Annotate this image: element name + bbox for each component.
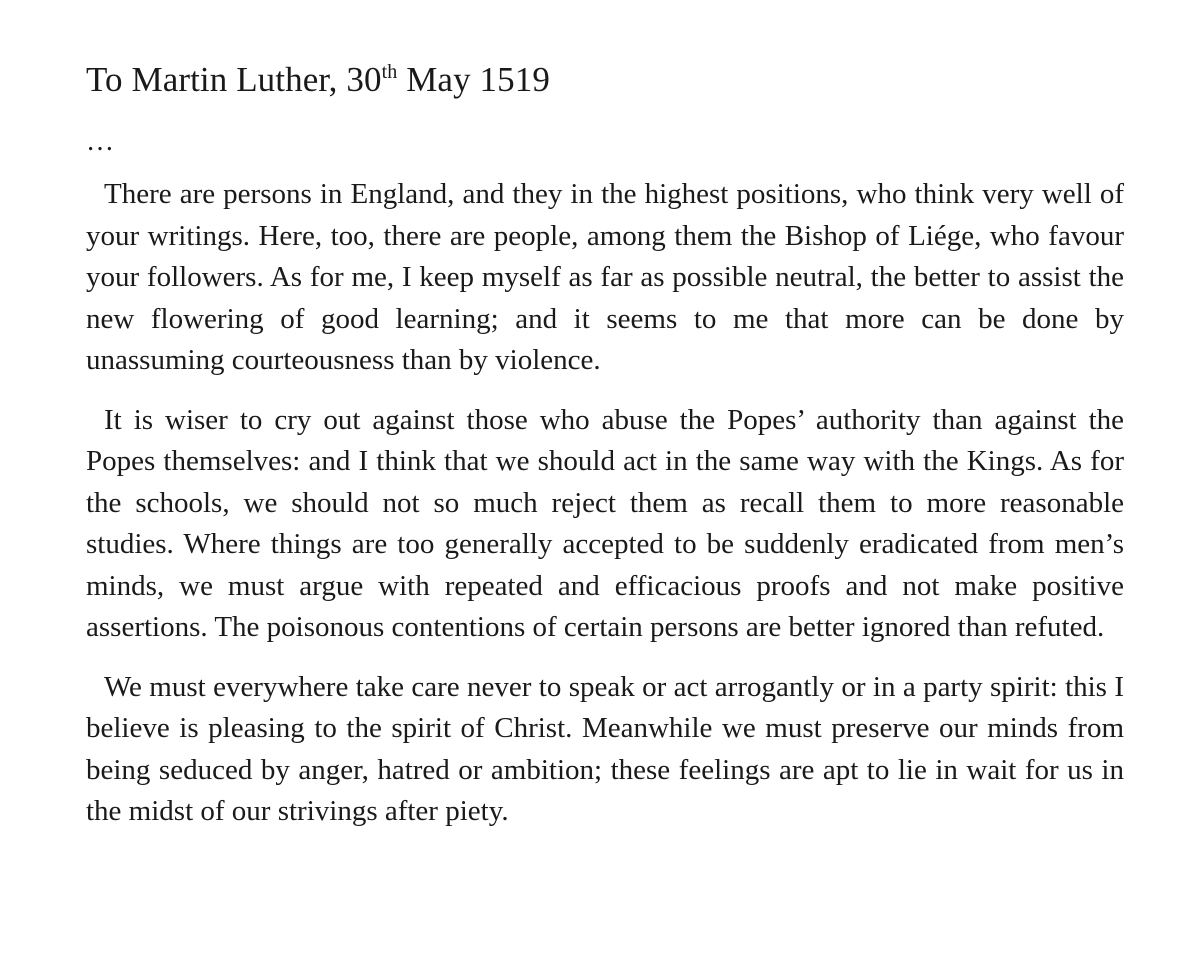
letter-paragraph-3: We must everywhere take care never to speak or act arrogantly or in a party spirit: this I believe is pleasing to the spirit of Christ. Meanwhile we must preserve our minds from being seduced by anger, hatred or ambition; these feelings are apt to lie in wait for us in the midst of our strivings after piety. [86, 670, 1124, 827]
letter-heading [86, 52, 1124, 108]
letter-paragraph-1: There are persons in England, and they in the highest positions, who think very well of your writings. Here, too, there are people, among them the Bishop of Liége, who favour your followers. As for me, I keep myself as far as possible neutral, the better to assist the new flowering of good learning; and it seems to me that more can be done by unassuming courteousness than by violence. [86, 178, 1124, 376]
letter-page [86, 52, 1124, 833]
heading-date-rest: May 1519 [397, 60, 550, 99]
heading-date-suffix: th [381, 61, 398, 83]
omission-ellipsis: … [86, 126, 117, 157]
heading-recipient: To Martin Luther, 30 [86, 60, 382, 99]
letter-paragraph-2: It is wiser to cry out against those who abuse the Popes’ authority than against the Popes themselves: and I think that we should act in the same way with the Kings. As for the schools, we should not so much reject them as recall them to more reasonable studies. Where things are too generally accepted to be suddenly eradicated from men’s minds, we must argue with repeated and efficacious proofs and not make positive assertions. The poisonous contentions of certain persons are better ignored than refuted. [86, 403, 1124, 643]
